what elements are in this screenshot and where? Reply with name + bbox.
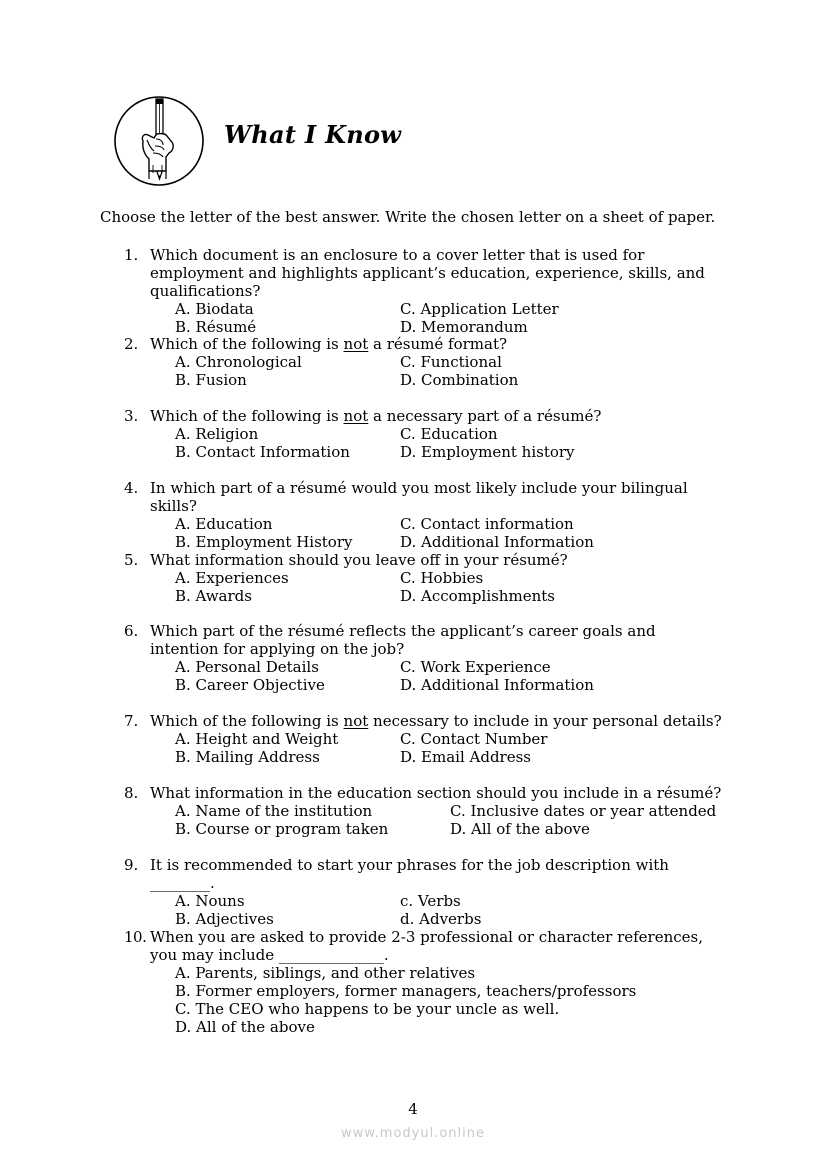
option-b: B. Adjectives xyxy=(175,910,274,928)
question-stem-after: a necessary part of a résumé? xyxy=(368,407,602,425)
question-number: 7. xyxy=(124,712,139,730)
question-number: 4. xyxy=(124,479,139,497)
option-d: D. Email Address xyxy=(400,748,531,766)
option-a: A. Education xyxy=(175,515,273,533)
option-a: A. Name of the institution xyxy=(175,802,373,820)
question-number: 1. xyxy=(124,246,139,264)
options xyxy=(175,964,728,1036)
question-7 xyxy=(124,712,728,766)
option-c: C. Hobbies xyxy=(400,569,484,587)
question-stem-before: Which of the following is xyxy=(150,407,344,425)
option-b: B. Employment History xyxy=(175,533,353,551)
option-b: B. Contact Information xyxy=(175,443,350,461)
option-c: C. Contact Number xyxy=(400,730,548,748)
option-a: A. Religion xyxy=(175,425,259,443)
option-a: A. Chronological xyxy=(175,353,302,371)
instructions: Choose the letter of the best answer. Write the chosen letter on a sheet of paper. xyxy=(100,208,716,226)
question-stem-emphasis: not xyxy=(343,712,369,730)
options xyxy=(175,658,728,694)
question-stem: Which document is an enclosure to a cover letter that is used for employment and highlights applicant’s education, experience, skills, and qualifications? xyxy=(150,246,705,300)
options xyxy=(175,515,728,551)
option-a: A. Parents, siblings, and other relatives xyxy=(175,964,476,982)
question-number: 10. xyxy=(124,928,147,946)
options xyxy=(175,425,728,461)
page-number: 4 xyxy=(408,1100,418,1118)
option-d: D. Additional Information xyxy=(400,676,594,694)
options xyxy=(175,300,728,336)
options xyxy=(175,569,728,605)
question-6 xyxy=(124,622,728,694)
option-b: B. Awards xyxy=(175,587,252,605)
option-c: C. Inclusive dates or year attended xyxy=(450,802,717,820)
options xyxy=(175,730,728,766)
question-stem: It is recommended to start your phrases for the job description with ________. xyxy=(150,856,669,892)
question-stem-after: necessary to include in your personal details? xyxy=(368,712,722,730)
option-b: B. Mailing Address xyxy=(175,748,320,766)
question-stem: What information in the education section should you include in a résumé? xyxy=(150,784,722,802)
option-b: B. Fusion xyxy=(175,371,247,389)
options xyxy=(175,892,728,928)
option-a: A. Personal Details xyxy=(175,658,319,676)
options xyxy=(175,353,728,389)
question-stem-before: Which of the following is xyxy=(150,335,344,353)
option-d: D. Additional Information xyxy=(400,533,594,551)
options xyxy=(175,802,728,838)
option-d: D. All of the above xyxy=(450,820,590,838)
option-c: C. Education xyxy=(400,425,498,443)
question-3 xyxy=(124,407,728,461)
option-b: B. Course or program taken xyxy=(175,820,389,838)
question-2 xyxy=(124,335,728,389)
question-10 xyxy=(124,928,728,1036)
hand-holding-pencil-icon xyxy=(113,95,205,187)
option-a: A. Biodata xyxy=(175,300,254,318)
option-c: C. Application Letter xyxy=(400,300,559,318)
option-c: C. The CEO who happens to be your uncle as well. xyxy=(175,1000,560,1018)
option-b: B. Career Objective xyxy=(175,676,325,694)
option-c: C. Contact information xyxy=(400,515,574,533)
question-4 xyxy=(124,479,728,551)
question-number: 2. xyxy=(124,335,139,353)
question-stem: What information should you leave off in your résumé? xyxy=(150,551,568,569)
question-1 xyxy=(124,246,728,336)
question-number: 6. xyxy=(124,622,139,640)
option-d: D. All of the above xyxy=(175,1018,315,1036)
question-number: 8. xyxy=(124,784,139,802)
option-a: A. Height and Weight xyxy=(175,730,339,748)
option-a: A. Nouns xyxy=(175,892,245,910)
question-stem: In which part of a résumé would you most likely include your bilingual skills? xyxy=(150,479,688,515)
option-c: C. Functional xyxy=(400,353,502,371)
question-5 xyxy=(124,551,728,605)
question-stem-before: Which of the following is xyxy=(150,712,344,730)
option-b: B. Former employers, former managers, teachers/professors xyxy=(175,982,637,1000)
question-number: 3. xyxy=(124,407,139,425)
question-stem: When you are asked to provide 2-3 professional or character references, you may include ______________. xyxy=(150,928,704,964)
section-title: What I Know xyxy=(224,120,402,149)
question-8 xyxy=(124,784,728,838)
question-number: 9. xyxy=(124,856,139,874)
option-b: B. Résumé xyxy=(175,318,257,336)
option-d: D. Employment history xyxy=(400,443,575,461)
option-c: C. Work Experience xyxy=(400,658,551,676)
watermark: www.modyul.online xyxy=(340,1126,486,1141)
question-stem-emphasis: not xyxy=(343,335,369,353)
question-stem: Which part of the résumé reflects the applicant’s career goals and intention for applying on the job? xyxy=(150,622,656,658)
option-a: A. Experiences xyxy=(175,569,289,587)
question-number: 5. xyxy=(124,551,139,569)
question-stem-emphasis: not xyxy=(343,407,369,425)
question-stem-after: a résumé format? xyxy=(368,335,508,353)
option-c: c. Verbs xyxy=(400,892,461,910)
option-d: d. Adverbs xyxy=(400,910,482,928)
question-9 xyxy=(124,856,728,928)
option-d: D. Combination xyxy=(400,371,519,389)
option-d: D. Memorandum xyxy=(400,318,528,336)
option-d: D. Accomplishments xyxy=(400,587,555,605)
